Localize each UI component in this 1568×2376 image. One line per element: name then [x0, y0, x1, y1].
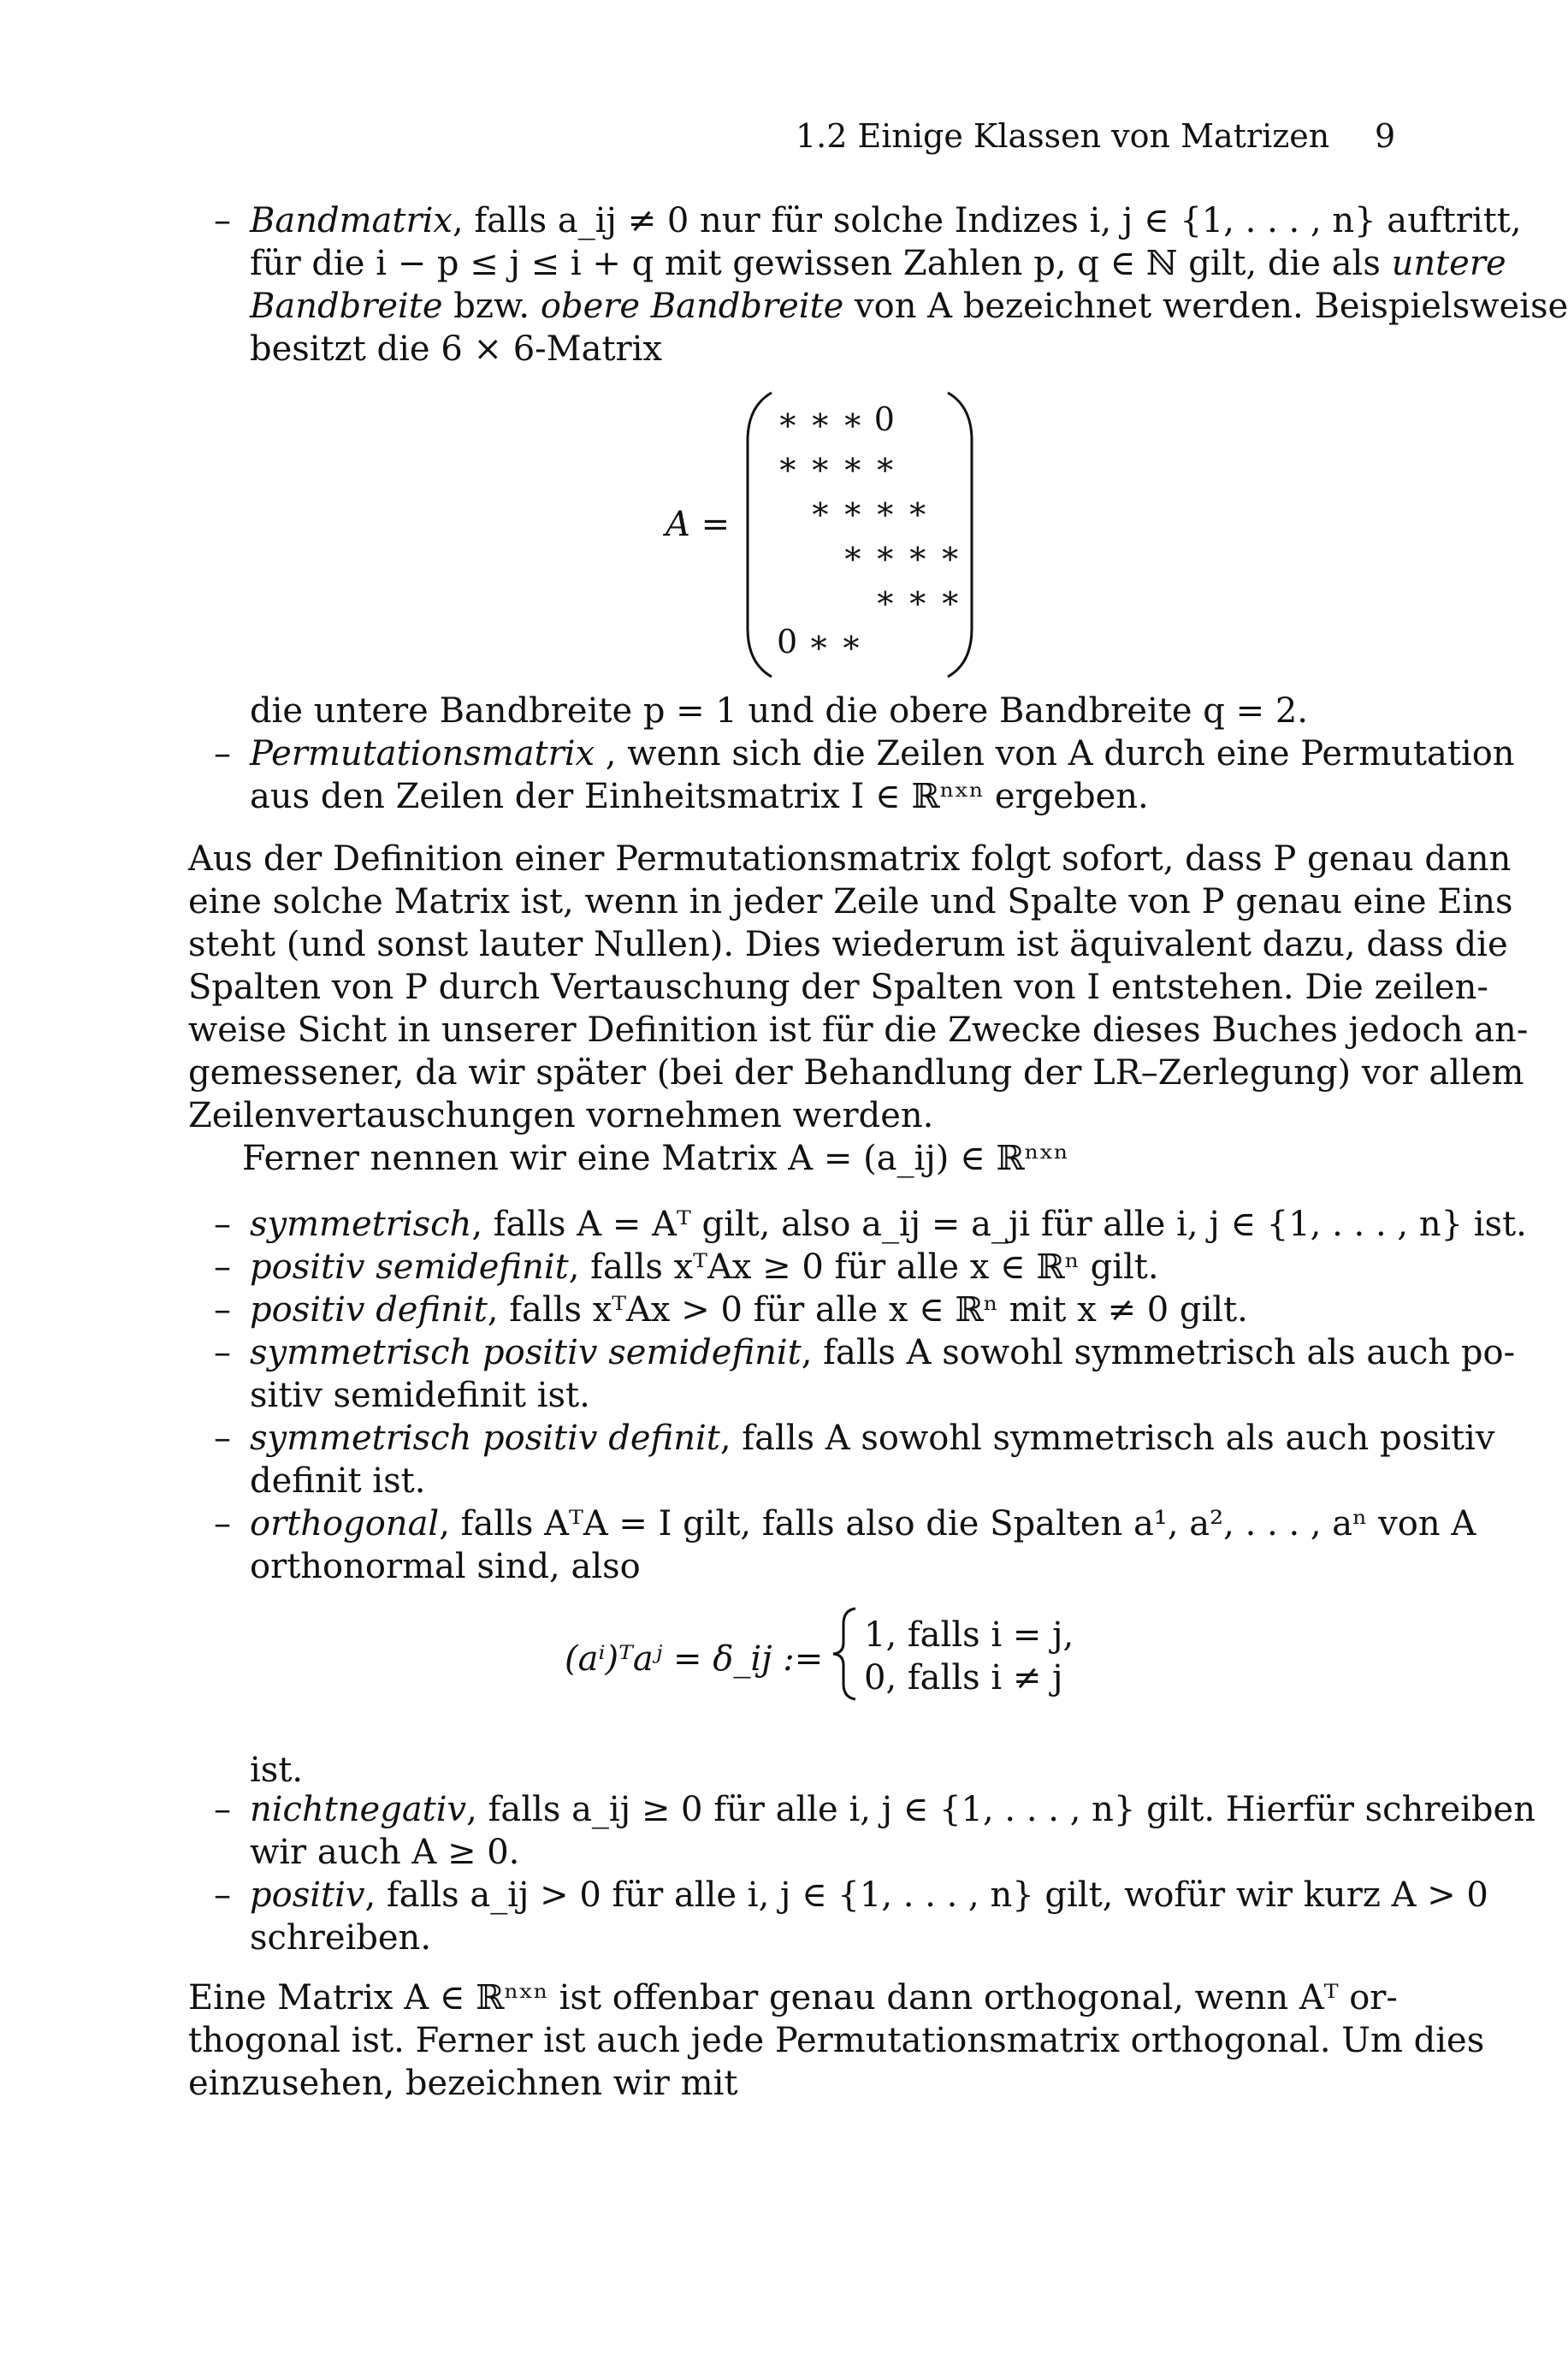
list-bullet: –: [214, 1247, 231, 1287]
term-positiv: positiv: [250, 1875, 365, 1915]
term-nichtnegativ: nichtnegativ: [250, 1790, 467, 1829]
formula-cases-brace: [830, 1607, 859, 1701]
perm-line-1: Permutationsmatrix , wenn sich die Zeilen von A durch eine Permutation: [250, 734, 1515, 773]
def-nichtnegativ-cont: wir auch A ≥ 0.: [250, 1833, 520, 1872]
def-positiv-cont: schreiben.: [250, 1918, 432, 1958]
band-line-3: Bandbreite bzw. obere Bandbreite von A bezeichnet werden. Beispielsweise: [250, 287, 1568, 326]
matrix-row-5: ∗ ∗ ∗: [874, 578, 962, 616]
list-bullet: –: [214, 1205, 231, 1244]
def-nichtnegativ: nichtnegativ, falls a_ij ≥ 0 für alle i, j ∈ {1, . . . , n} gilt. Hierfür schreiben: [250, 1790, 1535, 1829]
matrix-row-4: ∗ ∗ ∗ ∗: [842, 534, 962, 572]
def-sym-pos-semidefinit: symmetrisch positiv semidefinit, falls A sowohl symmetrisch als auch po-: [250, 1333, 1516, 1372]
list-bullet: –: [214, 1333, 231, 1372]
band-line-1: Bandmatrix, falls a_ij ≠ 0 nur für solche Indizes i, j ∈ {1, . . . , n} auftritt,: [250, 201, 1522, 240]
term-positiv-semidefinit: positiv semidefinit: [250, 1247, 569, 1287]
term-sym-pos-definit: symmetrisch positiv definit: [250, 1419, 720, 1458]
def-positiv-semidefinit: positiv semidefinit, falls xᵀAx ≥ 0 für alle x ∈ ℝⁿ gilt.: [250, 1247, 1159, 1287]
formula-lhs: (aⁱ)ᵀaʲ = δ_ij :=: [565, 1639, 824, 1679]
ferner-line: Ferner nennen wir eine Matrix A = (a_ij) ∈ ℝⁿˣⁿ: [242, 1139, 1069, 1178]
def-sym-pos-definit-cont: definit ist.: [250, 1461, 426, 1501]
para2-line-2: thogonal ist. Ferner ist auch jede Permutationsmatrix orthogonal. Um dies: [188, 2021, 1485, 2060]
para1-line-5: weise Sicht in unserer Definition ist für die Zwecke dieses Buches jedoch an-: [188, 1010, 1529, 1050]
list-bullet: –: [214, 1290, 231, 1330]
term-bandmatrix: Bandmatrix: [250, 201, 453, 240]
list-bullet: –: [214, 1504, 231, 1544]
def-symmetrisch: symmetrisch, falls A = Aᵀ gilt, also a_ij = a_ji für alle i, j ∈ {1, . . . , n} ist.: [250, 1205, 1527, 1244]
def-positiv-definit: positiv definit, falls xᵀAx > 0 für alle x ∈ ℝⁿ mit x ≠ 0 gilt.: [250, 1290, 1248, 1330]
term-sym-pos-semidefinit: symmetrisch positiv semidefinit: [250, 1333, 802, 1372]
matrix-row-2: ∗ ∗ ∗ ∗: [777, 445, 896, 483]
band-line-2: für die i − p ≤ j ≤ i + q mit gewissen Zahlen p, q ∈ ℕ gilt, die als untere: [250, 244, 1506, 283]
perm-line-2: aus den Zeilen der Einheitsmatrix I ∈ ℝⁿˣⁿ ergeben.: [250, 777, 1149, 816]
matrix-row-1: ∗ ∗ ∗ 0: [777, 400, 895, 438]
page-number: 9: [1375, 117, 1396, 155]
list-bullet: –: [214, 1875, 231, 1915]
def-orthogonal: orthogonal, falls AᵀA = I gilt, falls also die Spalten a¹, a², . . . , aⁿ von A: [250, 1504, 1476, 1544]
matrix-label: A =: [666, 505, 731, 544]
matrix-row-3: ∗ ∗ ∗ ∗: [809, 489, 929, 527]
def-positiv: positiv, falls a_ij > 0 für alle i, j ∈ {1, . . . , n} gilt, wofür wir kurz A > 0: [250, 1875, 1488, 1915]
term-permutationsmatrix: Permutationsmatrix: [250, 734, 595, 773]
term-positiv-definit: positiv definit: [250, 1290, 488, 1330]
list-bullet: –: [214, 201, 231, 240]
para2-line-3: einzusehen, bezeichnen wir mit: [188, 2064, 738, 2103]
para1-line-2: eine solche Matrix ist, wenn in jeder Zeile und Spalte von P genau eine Eins: [188, 882, 1513, 921]
para1-line-3: steht (und sonst lauter Nullen). Dies wiederum ist äquivalent dazu, dass die: [188, 925, 1508, 964]
matrix-left-bracket: [743, 389, 777, 680]
term-symmetrisch: symmetrisch: [250, 1205, 472, 1244]
matrix-row-6: 0 ∗ ∗: [777, 623, 862, 661]
formula-case-1: 1, falls i = j,: [864, 1615, 1074, 1655]
para1-line-4: Spalten von P durch Vertauschung der Spalten von I entstehen. Die zeilen-: [188, 968, 1488, 1007]
list-bullet: –: [214, 1790, 231, 1829]
list-bullet: –: [214, 1419, 231, 1458]
formula-case-2: 0, falls i ≠ j: [864, 1658, 1063, 1698]
running-header-title: 1.2 Einige Klassen von Matrizen: [796, 117, 1330, 155]
term-orthogonal: orthogonal: [250, 1504, 440, 1544]
def-orthogonal-cont: orthonormal sind, also: [250, 1547, 641, 1586]
para1-line-7: Zeilenvertauschungen vornehmen werden.: [188, 1096, 934, 1135]
list-bullet: –: [214, 734, 231, 773]
def-sym-pos-definit: symmetrisch positiv definit, falls A sowohl symmetrisch als auch positiv: [250, 1419, 1495, 1458]
def-sym-pos-semidefinit-cont: sitiv semidefinit ist.: [250, 1376, 590, 1415]
para1-line-6: gemessener, da wir später (bei der Behandlung der LR–Zerlegung) vor allem: [188, 1053, 1524, 1093]
para1-line-1: Aus der Definition einer Permutationsmatrix folgt sofort, dass P genau dann: [188, 839, 1512, 879]
para2-line-1: Eine Matrix A ∈ ℝⁿˣⁿ ist offenbar genau dann orthogonal, wenn Aᵀ or-: [188, 1978, 1398, 2018]
band-line-4: besitzt die 6 × 6-Matrix: [250, 329, 663, 369]
band-conclusion: die untere Bandbreite p = 1 und die obere Bandbreite q = 2.: [250, 691, 1309, 731]
formula-trailing-ist: ist.: [250, 1751, 304, 1790]
